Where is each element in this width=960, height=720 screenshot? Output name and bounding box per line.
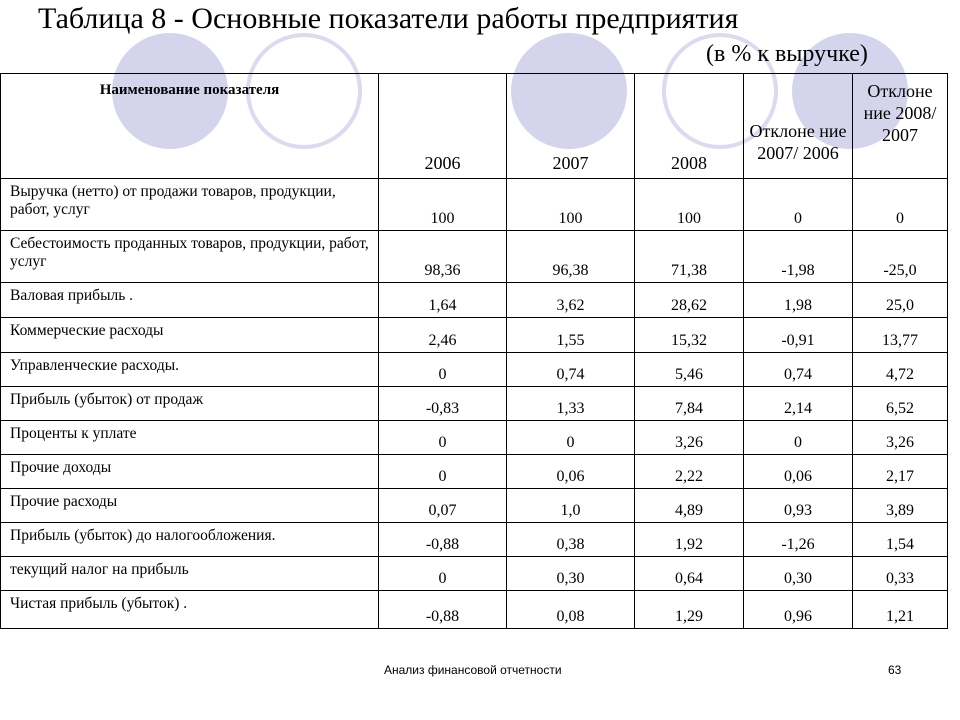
table-body <box>1 179 948 629</box>
value-2008: 71,38 <box>635 231 744 283</box>
deviation-2007-2006: 0,06 <box>744 455 853 489</box>
value-2006: 98,36 <box>379 231 507 283</box>
value-2007: 1,33 <box>507 387 635 421</box>
table-row <box>1 318 948 353</box>
deviation-2008-2007: 13,77 <box>853 318 948 353</box>
deviation-2008-2007: 1,54 <box>853 523 948 557</box>
deviation-2008-2007: 3,89 <box>853 489 948 523</box>
table-row <box>1 231 948 283</box>
value-2007: 1,55 <box>507 318 635 353</box>
deviation-2007-2006: 0,74 <box>744 353 853 387</box>
table-row <box>1 489 948 523</box>
deviation-2007-2006: 0 <box>744 179 853 231</box>
footer-text: Анализ финансовой отчетности <box>384 663 562 677</box>
deviation-2007-2006: 0 <box>744 421 853 455</box>
deviation-2007-2006: -1,98 <box>744 231 853 283</box>
value-2008: 100 <box>635 179 744 231</box>
deviation-2008-2007: 2,17 <box>853 455 948 489</box>
value-2006: 0 <box>379 353 507 387</box>
value-2007: 0,30 <box>507 557 635 591</box>
value-2006: 0 <box>379 421 507 455</box>
deviation-2008-2007: 1,21 <box>853 591 948 629</box>
table-row <box>1 179 948 231</box>
value-2007: 0,08 <box>507 591 635 629</box>
table-row <box>1 421 948 455</box>
deviation-2007-2006: -1,26 <box>744 523 853 557</box>
header-2006: 2006 <box>379 74 507 179</box>
table-row <box>1 523 948 557</box>
table-row <box>1 283 948 318</box>
value-2007: 100 <box>507 179 635 231</box>
value-2006: -0,83 <box>379 387 507 421</box>
row-name: Прочие доходы <box>1 455 379 489</box>
page-number: 63 <box>888 663 902 677</box>
deviation-2007-2006: 0,93 <box>744 489 853 523</box>
value-2008: 3,26 <box>635 421 744 455</box>
deviation-2008-2007: -25,0 <box>853 231 948 283</box>
row-name: Проценты к уплате <box>1 421 379 455</box>
deviation-2007-2006: 2,14 <box>744 387 853 421</box>
value-2008: 2,22 <box>635 455 744 489</box>
value-2008: 0,64 <box>635 557 744 591</box>
deviation-2007-2006: -0,91 <box>744 318 853 353</box>
value-2007: 96,38 <box>507 231 635 283</box>
row-name: Прибыль (убыток) до налогообложения. <box>1 523 379 557</box>
row-name: Прочие расходы <box>1 489 379 523</box>
value-2006: 0 <box>379 557 507 591</box>
deviation-2008-2007: 6,52 <box>853 387 948 421</box>
table-row <box>1 591 948 629</box>
value-2008: 7,84 <box>635 387 744 421</box>
value-2006: -0,88 <box>379 523 507 557</box>
value-2007: 0,74 <box>507 353 635 387</box>
value-2007: 0,38 <box>507 523 635 557</box>
header-name: Наименование показателя <box>1 74 379 179</box>
row-name: Чистая прибыль (убыток) . <box>1 591 379 629</box>
indicators-table <box>0 73 948 629</box>
header-deviation-2007-2006: Отклоне ние 2007/ 2006 <box>744 74 853 179</box>
value-2007: 1,0 <box>507 489 635 523</box>
row-name: Валовая прибыль . <box>1 283 379 318</box>
deviation-2007-2006: 0,30 <box>744 557 853 591</box>
page-title: Таблица 8 - Основные показатели работы предприятия <box>38 2 739 35</box>
value-2007: 3,62 <box>507 283 635 318</box>
value-2007: 0,06 <box>507 455 635 489</box>
value-2007: 0 <box>507 421 635 455</box>
deviation-2008-2007: 0,33 <box>853 557 948 591</box>
header-2007: 2007 <box>507 74 635 179</box>
deviation-2007-2006: 1,98 <box>744 283 853 318</box>
value-2006: 0,07 <box>379 489 507 523</box>
value-2008: 4,89 <box>635 489 744 523</box>
row-name: Выручка (нетто) от продажи товаров, продукции, работ, услуг <box>1 179 379 231</box>
row-name: Управленческие расходы. <box>1 353 379 387</box>
value-2008: 1,92 <box>635 523 744 557</box>
table-row <box>1 455 948 489</box>
row-name: Коммерческие расходы <box>1 318 379 353</box>
header-deviation-2008-2007: Отклоне ние 2008/ 2007 <box>853 74 948 179</box>
header-2008: 2008 <box>635 74 744 179</box>
deviation-2008-2007: 0 <box>853 179 948 231</box>
page-subtitle: (в % к выручке) <box>706 41 868 67</box>
deviation-2007-2006: 0,96 <box>744 591 853 629</box>
deviation-2008-2007: 25,0 <box>853 283 948 318</box>
row-name: Прибыль (убыток) от продаж <box>1 387 379 421</box>
row-name: текущий налог на прибыль <box>1 557 379 591</box>
table-header-row <box>1 74 948 179</box>
value-2006: 100 <box>379 179 507 231</box>
table-row <box>1 557 948 591</box>
table-row <box>1 353 948 387</box>
table-row <box>1 387 948 421</box>
value-2008: 15,32 <box>635 318 744 353</box>
value-2006: 1,64 <box>379 283 507 318</box>
value-2008: 28,62 <box>635 283 744 318</box>
deviation-2008-2007: 4,72 <box>853 353 948 387</box>
row-name: Себестоимость проданных товаров, продукции, работ, услуг <box>1 231 379 283</box>
value-2008: 5,46 <box>635 353 744 387</box>
value-2006: 2,46 <box>379 318 507 353</box>
value-2006: 0 <box>379 455 507 489</box>
value-2008: 1,29 <box>635 591 744 629</box>
deviation-2008-2007: 3,26 <box>853 421 948 455</box>
value-2006: -0,88 <box>379 591 507 629</box>
